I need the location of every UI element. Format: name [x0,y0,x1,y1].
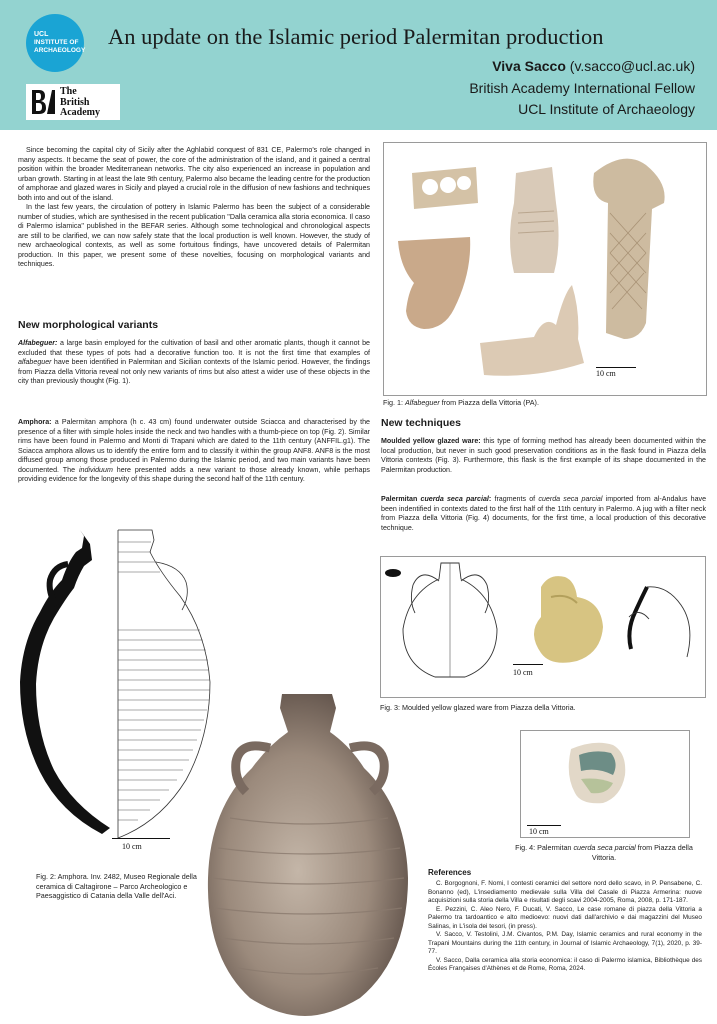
ba-line-1: The [60,86,77,97]
ucl-institute-of-archaeology-logo [26,14,84,72]
fig1-caption-term: Alfabeguer [404,398,440,407]
fig3-scale-bar [513,664,543,665]
alfabeguer-paragraph [18,339,370,387]
affiliation-1: British Academy International Fellow [469,80,695,96]
fig3-panel [380,556,706,698]
author-name: Viva Sacco [492,58,566,74]
fig1-caption-rest: from Piazza della Vittoria (PA). [439,398,539,407]
cuerda-term-2: cuerda seca parcial [538,495,603,503]
amphora-text-a: a Palermitan amphora (h c. 43 cm) found underwater outside Sciacca and characterised by the presence of a filter with simple holes inside the neck and two handles with a thumb-piece on top (Fig. 2). Similar rims have been found in Palermo and Monti di Trapani which are dated to the 11th century (ANFFIL.g1). The Sciacca amphora allows us to identify the entire form and to classify it within the group ANF8. ANF8 is the most diffused group among those produced in Palermo during the Islamic period, and two main variants have been documented. The [18,418,370,474]
heading-morphological-variants: New morphological variants [18,319,159,331]
reference-item: V. Sacco, V. Testolini, J.M. Civantos, P.M. Day, Islamic ceramics and rural economy in the Trapani Mountains during the 11th century, in Journal of Islamic Archaeology, 7(1), 2020, p. 39-77. [428,931,702,955]
intro-text [18,146,370,270]
ba-line-2: British [60,96,90,108]
fig4-caption-term: cuerda seca parcial [573,843,636,852]
intro-paragraph-1: Since becoming the capital city of Sicily after the Aghlabid conquest of 831 CE, Palermo's role changed in many aspects. It became the seat of power, the core of the administration of the island, and it gained a central position within the broader Mediterranean networks. The city also experienced an increase in population and urban growth. Starting in at least the late 9th century, Palermo also became the leading centre for the production of amphorae and glazed wares in Sicily and played a crucial role in the diffusion of new fashions and techniques both into and out of the island. [18,146,371,202]
fig2-scale-label: 10 cm [122,842,142,851]
cuerda-text-b: imported from al-Andalus have been indentified in contexts dated to the first half of the 11th century in Palermo. A jug with a filter neck from Piazza della Vittoria (Fig. 4) documents, for the first time, a local production of this decorative technique. [381,495,707,532]
fig4-caption-rest: from Piazza della Vittoria. [591,843,693,862]
fig1-scale-bar [596,367,636,368]
logo-ucl-text: UCL [34,31,49,38]
poster-title: An update on the Islamic period Palermitan production [108,24,604,49]
cuerda-paragraph [381,495,706,533]
fig1-caption [383,398,707,408]
reference-item: V. Sacco, Dalla ceramica alla storia economica: il caso di Palermo islamica, Bibliothèque des Écoles Françaises d'Athènes et de Rome, Roma, 2024. [428,956,702,972]
moulded-term: Moulded yellow glazed ware: [381,437,481,445]
heading-new-techniques: New techniques [381,417,461,429]
cuerda-term-italic: cuerda seca parcial [420,495,489,503]
amphora-paragraph [18,418,370,485]
fig2-scale-bar [112,838,170,839]
logo-institute-text: INSTITUTE OF ARCHAEOLOGY [34,39,86,54]
author-line [492,58,695,74]
fig3-caption: Fig. 3: Moulded yellow glazed ware from Piazza della Vittoria. [380,703,576,712]
amphora-term-2: individuum [78,465,113,474]
fig4-panel [520,730,690,838]
poster-header [0,0,717,130]
fig3-scale-label: 10 cm [513,668,533,677]
fig1-alfabeguer-fragments [384,143,706,395]
alfabeguer-text-b: have been identified in Palermitan and Sicilian contexts of the Islamic period. However, the findings from Piazza della Vittoria reveal not only new variants of rims but also attest a wider use of these objects in the city than previously thought (Fig. 1). [18,358,370,385]
fig4-caption-prefix: Fig. 4: Palermitan [515,843,574,852]
cuerda-text-a: fragments of [491,495,539,503]
fig1-photo-panel [383,142,707,396]
fig4-caption [506,843,702,862]
moulded-text: this type of forming method has already been documented within the local production, but never in such good preservation conditions as in the flask found in Piazza della Vittoria contexts (Fig. 3). Furthermore, this flask is the first example of its shape documented in the Palermitan production. [381,437,707,474]
amphora-text-b: here presented adds a new variant to those already known, while perhaps providing evidence for the longevity of this shape during the second half of the 11th century. [18,465,370,483]
fig1-caption-prefix: Fig. 1: [383,398,405,407]
fig3-flask-drawings [381,557,705,697]
fig2-caption: Fig. 2: Amphora. Inv. 2482, Museo Regionale della ceramica di Caltagirone – Parco Archeologico e Paesaggistico di Catania della Valle dell'Aci. [36,872,197,900]
fig2-amphora-photo [200,688,420,1018]
fig1-scale-label: 10 cm [596,369,616,378]
reference-item: E. Pezzini, C. Aleo Nero, F. Ducati, V. Sacco, Le case romane di piazza della Vittoria a Palermo tra tardoantico e alto medioevo: nuovi dati dall'archivio e dai magazzini del Museo Salinas, in L'isola dei tesori, (in press). [428,905,702,930]
british-academy-logo [26,84,120,120]
cuerda-term: Palermitan [381,495,421,503]
author-email[interactable]: (v.sacco@ucl.ac.uk) [565,58,695,74]
affiliation-2: UCL Institute of Archaeology [518,101,695,117]
alfabeguer-term: Alfabeguer: [18,339,58,347]
reference-item: C. Borgognoni, F. Nomi, I contesti ceramici del settore nord dello scavo, in P. Pensabene, C. Bonanno (ed), L'insediamento medievale sulla Villa del Casale di Piazza Armerina: nuove acquisizioni sulla storia della Villa e risultati degli scavi 2004-2005, Roma, 2008, p. 171-187. [428,880,702,904]
fig4-scale-bar [527,825,561,826]
fig2-amphora-drawing [10,522,215,842]
fig4-scale-label: 10 cm [529,827,549,836]
british-academy-mark-icon [30,88,56,116]
alfabeguer-term-2: alfabeguer [18,358,52,366]
ba-line-3: Academy [60,107,100,118]
references-list [428,880,702,974]
amphora-term: Amphora: [18,418,52,426]
british-academy-wordmark [60,87,100,119]
alfabeguer-text-a: a large basin employed for the cultivation of basil and other aromatic plants, though it cannot be excluded that these types of pots had a decorative function too. It is not the first time that examples of [18,339,370,357]
moulded-paragraph [381,437,706,475]
cuerda-colon: : [488,495,492,503]
intro-paragraph-2: In the last few years, the circulation of pottery in Islamic Palermo has been the subject of a considerable number of studies, which are synthesised in the recent publication "Dalla ceramica alla storia economica. Il caso di Palermo islamica" published in the BEFAR series. Although some technological and chronological aspects are still to be clarified, we can now safely state that the local production is well known. However, the study of new archaeological contexts, as well as some fortuitous findings, have uncovered details of Palermitan production. In this paper, we present some of these novelties, focusing on morphological variants and techniques. [18,203,370,268]
fig4-cuerda-seca-fragment [521,731,689,837]
references-heading: References [428,868,472,877]
